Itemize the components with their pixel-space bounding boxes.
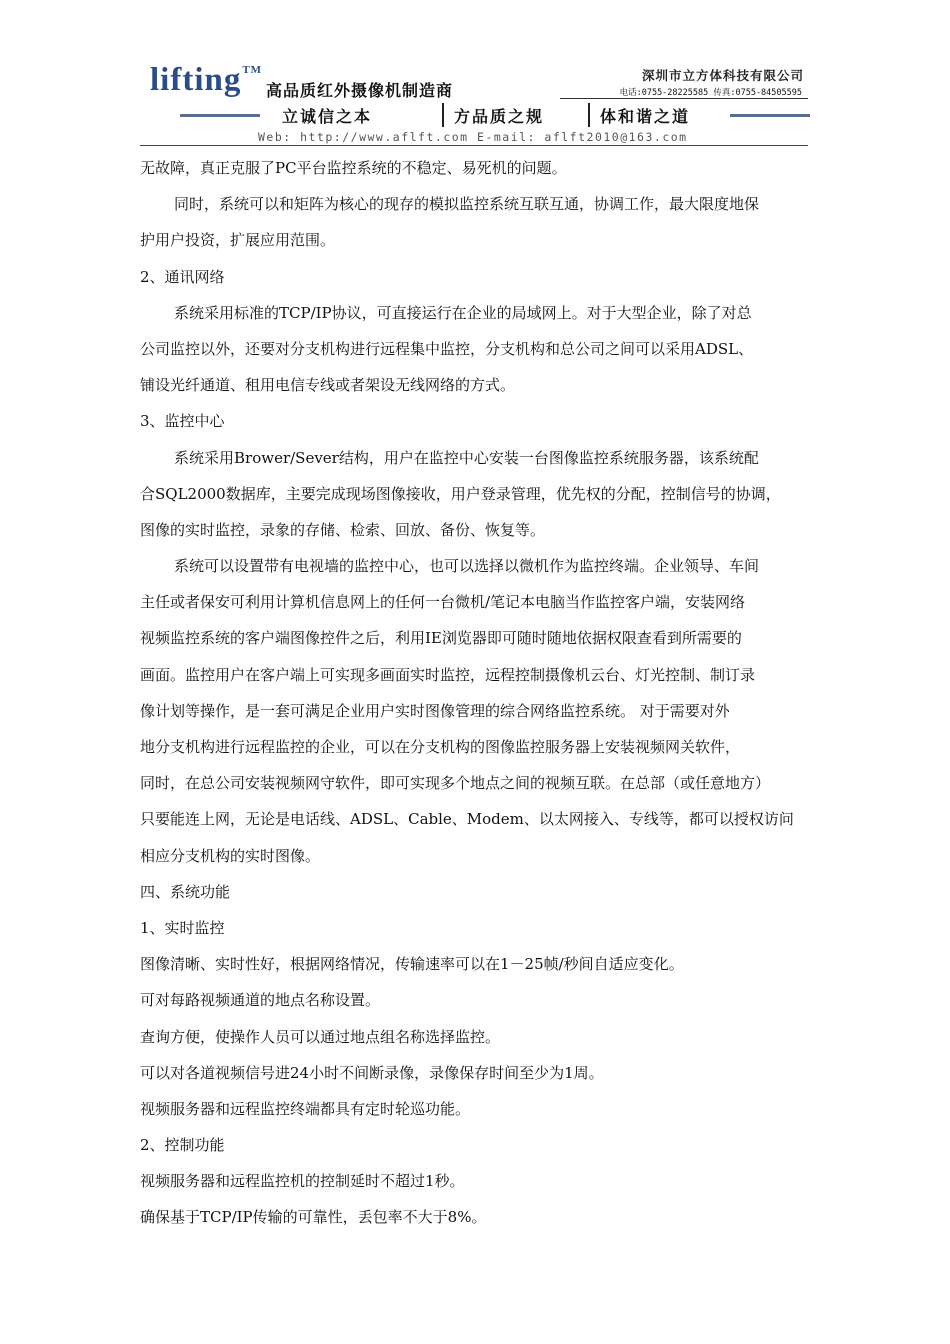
text-line: 地分支机构进行远程监控的企业，可以在分支机构的图像监控服务器上安装视频网关软件， bbox=[140, 738, 741, 756]
text-line: 系统可以设置带有电视墙的监控中心，也可以选择以微机作为监控终端。企业领导、车间 bbox=[174, 557, 760, 576]
section-heading: 1、实时监控 bbox=[140, 918, 225, 937]
motto-dash-left bbox=[180, 114, 260, 117]
text-line: 铺设光纤通道、租用电信专线或者架设无线网络的方式。 bbox=[140, 376, 516, 395]
text-line: 系统采用Brower/Sever结构，用户在监控中心安装一台图像监控系统服务器，该系统配 bbox=[174, 448, 759, 467]
motto-item-2: 方品质之规 bbox=[454, 107, 545, 126]
text-line: 查询方便，使操作人员可以通过地点组名称选择监控。 bbox=[140, 1027, 501, 1046]
section-heading: 3、监控中心 bbox=[140, 412, 225, 431]
text-line: 画面。监控用户在客户端上可实现多画面实时监控，远程控制摄像机云台、灯光控制、制订录 bbox=[140, 665, 756, 684]
text-line: 相应分支机构的实时图像。 bbox=[140, 846, 321, 865]
logo-text: lifting bbox=[150, 62, 242, 98]
contact-phone: 电话:0755-28225585 传真:0755-84505595 bbox=[619, 88, 802, 98]
header-rule bbox=[560, 98, 808, 99]
motto-divider bbox=[588, 103, 590, 127]
text-line: 同时，系统可以和矩阵为核心的现存的模拟监控系统互联互通，协调工作，最大限度地保 bbox=[174, 195, 760, 214]
header-tagline: 高品质红外摄像机制造商 bbox=[266, 81, 454, 100]
text-line: 合SQL2000数据库，主要完成现场图像接收，用户登录管理，优先权的分配，控制信号的协调， bbox=[140, 484, 781, 503]
text-line: 同时，在总公司安装视频网守软件，即可实现多个地点之间的视频互联。在总部（或任意地方） bbox=[140, 774, 771, 793]
motto-item-1: 立诚信之本 bbox=[282, 107, 373, 126]
motto-item-3: 体和谐之道 bbox=[600, 107, 691, 126]
text-line: 视频服务器和远程监控机的控制延时不超过1秒。 bbox=[140, 1172, 465, 1191]
company-name: 深圳市立方体科技有限公司 bbox=[641, 68, 804, 83]
page-header bbox=[140, 56, 808, 148]
document-body bbox=[140, 150, 816, 1236]
header-bottom-rule bbox=[140, 145, 808, 146]
text-line: 图像的实时监控，录象的存储、检索、回放、备份、恢复等。 bbox=[140, 520, 546, 539]
motto-row bbox=[180, 104, 810, 126]
text-line: 可对每路视频通道的地点名称设置。 bbox=[140, 991, 381, 1010]
text-line: 确保基于TCP/IP传输的可靠性，丢包率不大于8%。 bbox=[140, 1208, 487, 1227]
company-logo bbox=[150, 62, 262, 99]
web-email-line: Web: http://www.aflft.com E-mail: aflft2010@163.com bbox=[258, 130, 688, 144]
text-line: 像计划等操作，是一套可满足企业用户实时图像管理的综合网络监控系统。 对于需要对外 bbox=[140, 701, 730, 720]
text-line: 视频监控系统的客户端图像控件之后，利用IE浏览器即可随时随地依据权限查看到所需要的 bbox=[140, 629, 742, 648]
motto-dash-right bbox=[730, 114, 810, 117]
section-heading: 2、控制功能 bbox=[140, 1136, 225, 1155]
text-line: 可以对各道视频信号进24小时不间断录像，录像保存时间至少为1周。 bbox=[140, 1063, 604, 1082]
text-line: 系统采用标准的TCP/IP协议，可直接运行在企业的局域网上。对于大型企业，除了对总 bbox=[174, 303, 752, 322]
text-line: 视频服务器和远程监控终端都具有定时轮巡功能。 bbox=[140, 1099, 471, 1118]
text-line: 图像清晰、实时性好，根据网络情况，传输速率可以在1－25帧/秒间自适应变化。 bbox=[140, 955, 684, 974]
text-line: 无故障，真正克服了PC平台监控系统的不稳定、易死机的问题。 bbox=[140, 159, 567, 177]
text-line: 主任或者保安可利用计算机信息网上的任何一台微机/笔记本电脑当作监控客户端，安装网络 bbox=[140, 593, 746, 612]
text-line: 只要能连上网，无论是电话线、ADSL、Cable、Modem、以太网接入、专线等，都可以授权访问 bbox=[140, 810, 794, 829]
text-line: 护用户投资，扩展应用范围。 bbox=[140, 231, 336, 250]
trademark-mark: TM bbox=[242, 64, 263, 76]
section-heading: 2、通讯网络 bbox=[140, 267, 225, 286]
text-line: 公司监控以外，还要对分支机构进行远程集中监控，分支机构和总公司之间可以采用ADSL、 bbox=[140, 339, 754, 358]
section-heading: 四、系统功能 bbox=[140, 882, 231, 901]
motto-divider bbox=[442, 103, 444, 127]
